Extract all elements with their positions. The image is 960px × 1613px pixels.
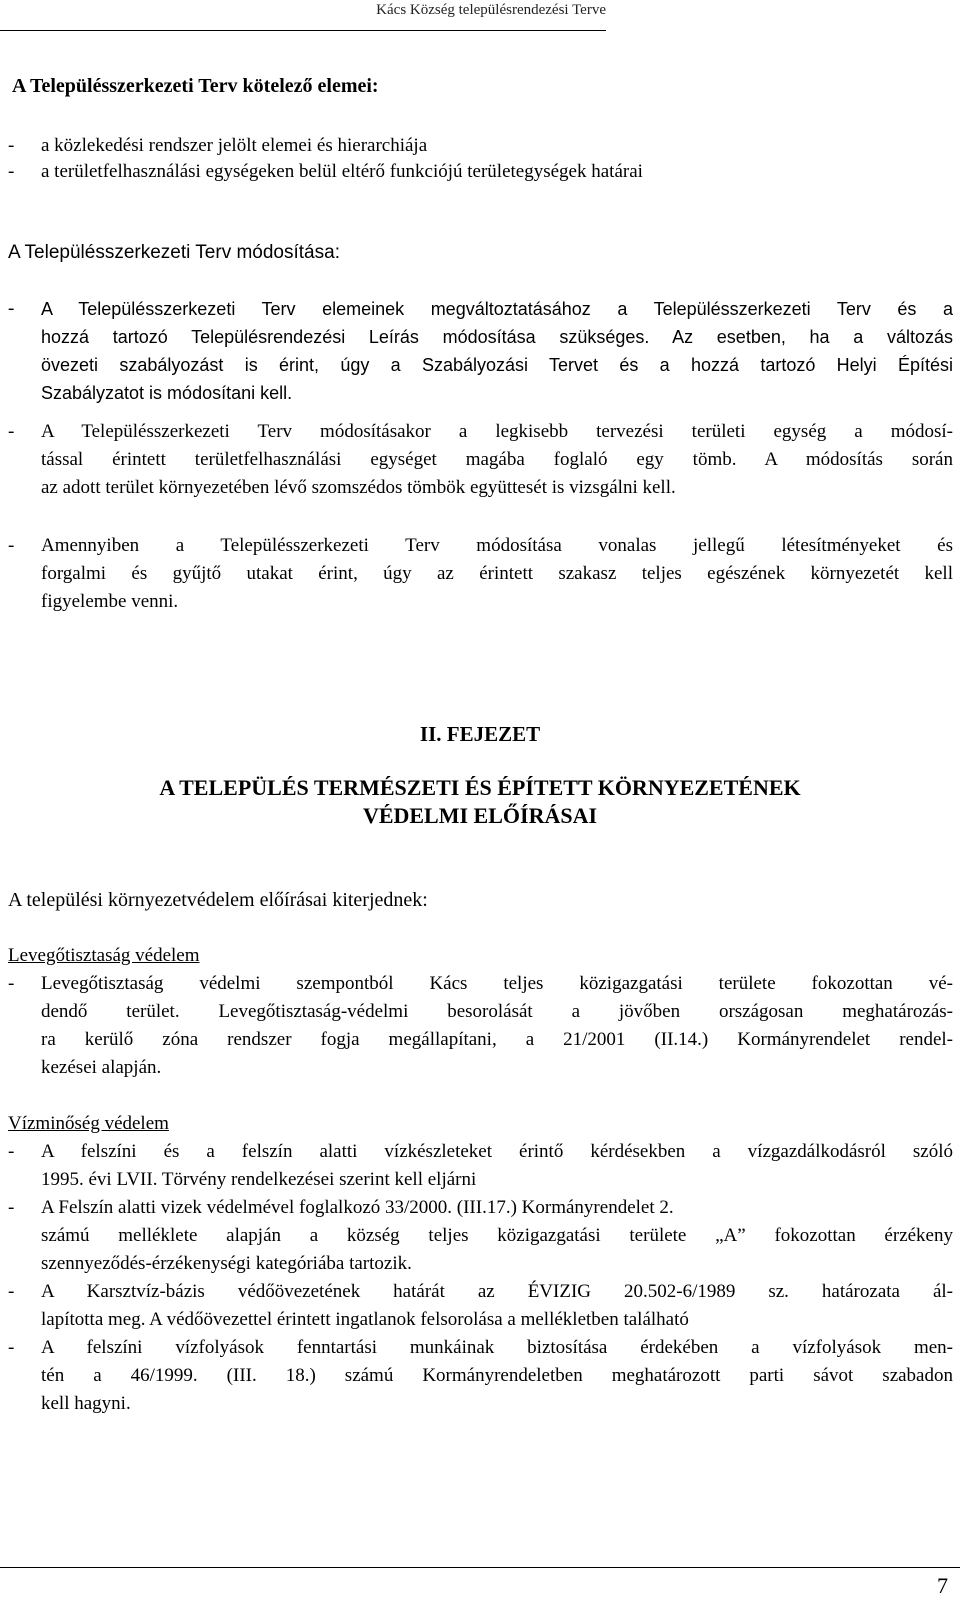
paragraph-line: dendő terület. Levegőtisztaság-védelmi besorolását a jövőben országosan meghatározás- — [41, 1001, 953, 1022]
list-dash: - — [8, 1337, 15, 1358]
paragraph-line: kell hagyni. — [41, 1393, 131, 1414]
paragraph-line: A Karsztvíz-bázis védőövezetének határát az ÉVIZIG 20.502-6/1989 sz. határozata ál- — [41, 1281, 953, 1302]
section-heading-elements: A Településszerkezeti Terv kötelező elemei: — [12, 75, 379, 97]
subheading-water: Vízminőség védelem — [8, 1113, 169, 1134]
running-header — [0, 0, 606, 31]
paragraph-line: ra kerülő zóna rendszer fogja megállapítani, a 21/2001 (II.14.) Kormányrendelet rendel- — [41, 1029, 953, 1050]
chapter-title-line1: A TELEPÜLÉS TERMÉSZETI ÉS ÉPÍTETT KÖRNYEZETÉNEK — [159, 775, 801, 800]
list-dash: - — [8, 1197, 15, 1218]
paragraph-line: Amennyiben a Településszerkezeti Terv módosítása vonalas jellegű létesítményeket és — [41, 535, 953, 556]
page-number: 7 — [937, 1573, 948, 1598]
intro-text: A települési környezetvédelem előírásai kiterjednek: — [8, 889, 428, 911]
list-dash: - — [8, 135, 15, 156]
paragraph-line: tással érintett területfelhasználási egységet magába foglaló egy tömb. A módosítás során — [41, 449, 953, 470]
running-header-title: Kács Község településrendezési Terve — [376, 2, 606, 18]
paragraph-line: hozzá tartozó Településrendezési Leírás módosítása szükséges. Az esetben, ha a változás — [41, 327, 953, 347]
paragraph-line: A felszíni és a felszín alatti vízkészleteket érintő kérdésekben a vízgazdálkodásról szóló — [41, 1141, 953, 1162]
paragraph-line: A Településszerkezeti Terv elemeinek megváltoztatásához a Településszerkezeti Terv és a — [41, 299, 953, 319]
subheading-air: Levegőtisztaság védelem — [8, 945, 200, 966]
paragraph-line: 1995. évi LVII. Törvény rendelkezései szerint kell eljárni — [41, 1169, 477, 1190]
paragraph-line: számú melléklete alapján a község teljes közigazgatási területe „A” fokozottan érzékeny — [41, 1225, 953, 1246]
list-dash: - — [8, 161, 15, 182]
list-item: a területfelhasználási egységeken belül eltérő funkciójú területegységek határai — [41, 161, 643, 182]
paragraph-line: forgalmi és gyűjtő utakat érint, úgy az érintett szakasz teljes egészének környezetét kell — [41, 563, 953, 584]
list-dash: - — [8, 1281, 15, 1302]
chapter-number: II. FEJEZET — [419, 722, 541, 746]
list-dash: - — [8, 1141, 15, 1162]
paragraph-line: Levegőtisztaság védelmi szempontból Kács teljes közigazgatási területe fokozottan vé- — [41, 973, 953, 994]
section-heading-modification: A Településszerkezeti Terv módosítása: — [8, 242, 340, 263]
paragraph-line: Szabályzatot is módosítani kell. — [41, 383, 293, 403]
paragraph-line: lapította meg. A védőövezettel érintett ingatlanok felsorolása a mellékletben található — [41, 1309, 689, 1330]
list-dash: - — [8, 298, 15, 319]
list-dash: - — [8, 421, 15, 442]
footer-rule — [0, 1567, 960, 1568]
paragraph-line: A Településszerkezeti Terv módosításakor a legkisebb tervezési területi egység a módosí- — [41, 421, 953, 442]
paragraph-line: övezeti szabályozást is érint, úgy a Szabályozási Tervet és a hozzá tartozó Helyi Építési — [41, 355, 953, 375]
paragraph-line: kezései alapján. — [41, 1057, 162, 1078]
paragraph-line: szennyeződés-érzékenységi kategóriába tartozik. — [41, 1253, 412, 1274]
list-item: a közlekedési rendszer jelölt elemei és hierarchiája — [41, 135, 428, 156]
paragraph-line: figyelembe venni. — [41, 591, 179, 612]
list-dash: - — [8, 535, 15, 556]
paragraph-line: az adott terület környezetében lévő szomszédos tömbök együttesét is vizsgálni kell. — [41, 477, 676, 498]
chapter-title-line2: VÉDELMI ELŐÍRÁSAI — [362, 803, 598, 828]
list-dash: - — [8, 973, 15, 994]
paragraph-line: tén a 46/1999. (III. 18.) számú Kormányrendeletben meghatározott parti sávot szabadon — [41, 1365, 953, 1386]
paragraph-line: A Felszín alatti vizek védelmével foglalkozó 33/2000. (III.17.) Kormányrendelet 2. — [41, 1197, 674, 1218]
paragraph-line: A felszíni vízfolyások fenntartási munkáinak biztosítása érdekében a vízfolyások men- — [41, 1337, 953, 1358]
